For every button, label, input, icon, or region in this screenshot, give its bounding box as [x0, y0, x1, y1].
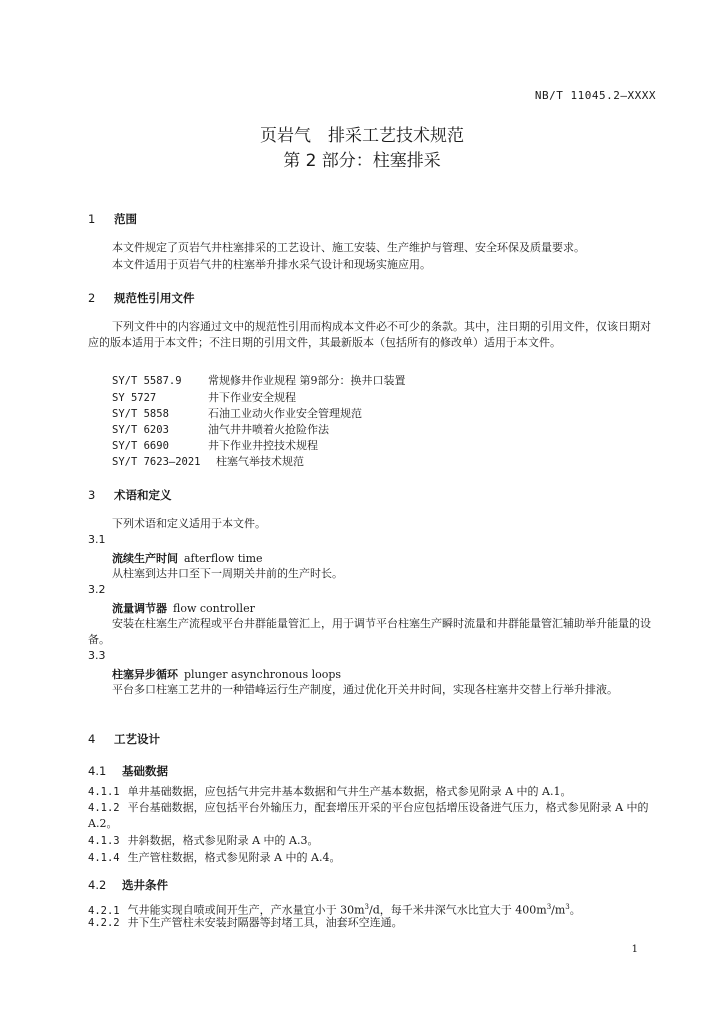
clause-number: 4.1.3	[88, 835, 120, 847]
term-chinese: 柱塞异步循环	[112, 668, 178, 681]
reference-code: SY/T 6690	[112, 440, 169, 452]
term-heading	[112, 666, 341, 682]
term-definition: 平台多口柱塞工艺井的一种错峰运行生产制度，通过优化开关井时间，实现各柱塞井交替上行举升排液。	[112, 683, 618, 696]
term-english: afterflow time	[184, 552, 263, 565]
clause-text-part: /m	[551, 903, 566, 917]
section-number: 1	[88, 212, 96, 226]
superscript: 3	[364, 903, 370, 911]
reference-item	[112, 389, 296, 405]
clause-item	[88, 800, 658, 832]
term-number: 3.2	[88, 583, 106, 596]
subsection-number: 4.1	[88, 764, 107, 778]
standard-number: NB/T 11045.2—XXXX	[534, 89, 656, 102]
subsection-title: 基础数据	[122, 764, 169, 778]
document-title: 页岩气 排采工艺技术规范	[260, 126, 464, 146]
document-subtitle: 第 2 部分：柱塞排采	[283, 151, 441, 171]
reference-item	[112, 372, 406, 388]
superscript: 3	[546, 903, 552, 911]
clause-text: 单井基础数据，应包括气井完井基本数据和气井生产基本数据，格式参见附录 A 中的 A.1。	[127, 785, 572, 798]
term-english: flow controller	[173, 602, 255, 615]
section-2-heading	[88, 290, 195, 306]
reference-item	[112, 421, 329, 437]
clause-number: 4.2.2	[88, 917, 120, 929]
section-title: 范围	[114, 212, 138, 226]
subsection-4-1-heading	[88, 763, 168, 779]
reference-item	[112, 453, 304, 469]
clause-text: 生产管柱数据，格式参见附录 A 中的 A.4。	[127, 851, 341, 864]
references-intro: 下列文件中的内容通过文中的规范性引用而构成本文件必不可少的条款。其中，注日期的引用文件，仅该日期对应的版本适用于本文件；不注日期的引用文件，其最新版本（包括所有的修改单）适用于本文件。	[88, 320, 651, 349]
clause-text: 井斜数据，格式参见附录 A 中的 A.3。	[127, 834, 319, 847]
section-title: 工艺设计	[114, 732, 161, 746]
term-chinese: 流量调节器	[112, 602, 167, 615]
section-number: 3	[88, 488, 96, 502]
clause-item	[88, 850, 658, 866]
term-number: 3.3	[88, 649, 106, 662]
superscript: 3	[565, 903, 570, 911]
section-title: 术语和定义	[114, 488, 172, 502]
reference-name: 井下作业井控技术规程	[208, 439, 318, 452]
reference-code: SY 5727	[112, 392, 157, 404]
term-heading	[112, 600, 255, 616]
clause-item	[88, 915, 658, 931]
section-4-heading	[88, 731, 160, 747]
subsection-title: 选井条件	[122, 878, 169, 892]
term-definition: 安装在柱塞生产流程或平台井群能量管汇上，用于调节平台柱塞生产瞬时流量和井群能量管汇辅助举升能量的设备。	[88, 617, 651, 646]
reference-name: 常规修井作业规程 第9部分：换井口装置	[208, 374, 406, 387]
clause-text: 平台基础数据，应包括平台外输压力，配套增压开采的平台应包括增压设备进气压力，格式参见附录 A 中的 A.2。	[88, 801, 649, 830]
clause-number: 4.1.2	[88, 802, 120, 814]
subsection-4-2-heading	[88, 877, 168, 893]
clause-item	[88, 784, 658, 800]
reference-name: 油气井井喷着火抢险作法	[208, 423, 329, 436]
section-1-heading	[88, 211, 137, 227]
section-title: 规范性引用文件	[114, 291, 195, 305]
reference-code: SY/T 7623—2021	[112, 456, 201, 468]
term-english: plunger asynchronous loops	[184, 668, 342, 681]
section-number: 4	[88, 732, 96, 746]
clause-text-part: /d，每千米井深气水比宜大于 400m	[369, 903, 547, 917]
clause-text-part: 。	[569, 903, 581, 917]
section-number: 2	[88, 291, 96, 305]
reference-code: SY/T 6203	[112, 424, 169, 436]
term-heading	[112, 550, 263, 566]
scope-paragraph-2: 本文件适用于页岩气井的柱塞举升排水采气设计和现场实施应用。	[112, 258, 431, 271]
terms-intro: 下列术语和定义适用于本文件。	[112, 517, 266, 530]
reference-name: 石油工业动火作业安全管理规范	[208, 407, 362, 420]
clause-number: 4.1.1	[88, 786, 120, 798]
section-3-heading	[88, 487, 172, 503]
subsection-number: 4.2	[88, 878, 107, 892]
reference-name: 柱塞气举技术规范	[216, 455, 304, 468]
clause-number: 4.2.1	[88, 904, 120, 917]
clause-text: 井下生产管柱未安装封隔器等封堵工具，油套环空连通。	[127, 916, 403, 929]
reference-name: 井下作业安全规程	[208, 391, 296, 404]
term-number: 3.1	[88, 533, 106, 546]
reference-item	[112, 437, 318, 453]
clause-number: 4.1.4	[88, 852, 120, 864]
reference-item	[112, 405, 362, 421]
term-definition: 从柱塞到达井口至下一周期关井前的生产时长。	[112, 567, 343, 580]
clause-text-part: 气井能实现自喷或间开生产，产水量宜小于 30m	[127, 903, 365, 917]
page-number: 1	[631, 944, 638, 955]
clause-item	[88, 833, 658, 849]
reference-code: SY/T 5587.9	[112, 375, 182, 387]
scope-paragraph-1: 本文件规定了页岩气井柱塞排采的工艺设计、施工安装、生产维护与管理、安全环保及质量要求。	[112, 241, 585, 254]
reference-code: SY/T 5858	[112, 408, 169, 420]
term-chinese: 流续生产时间	[112, 552, 178, 565]
